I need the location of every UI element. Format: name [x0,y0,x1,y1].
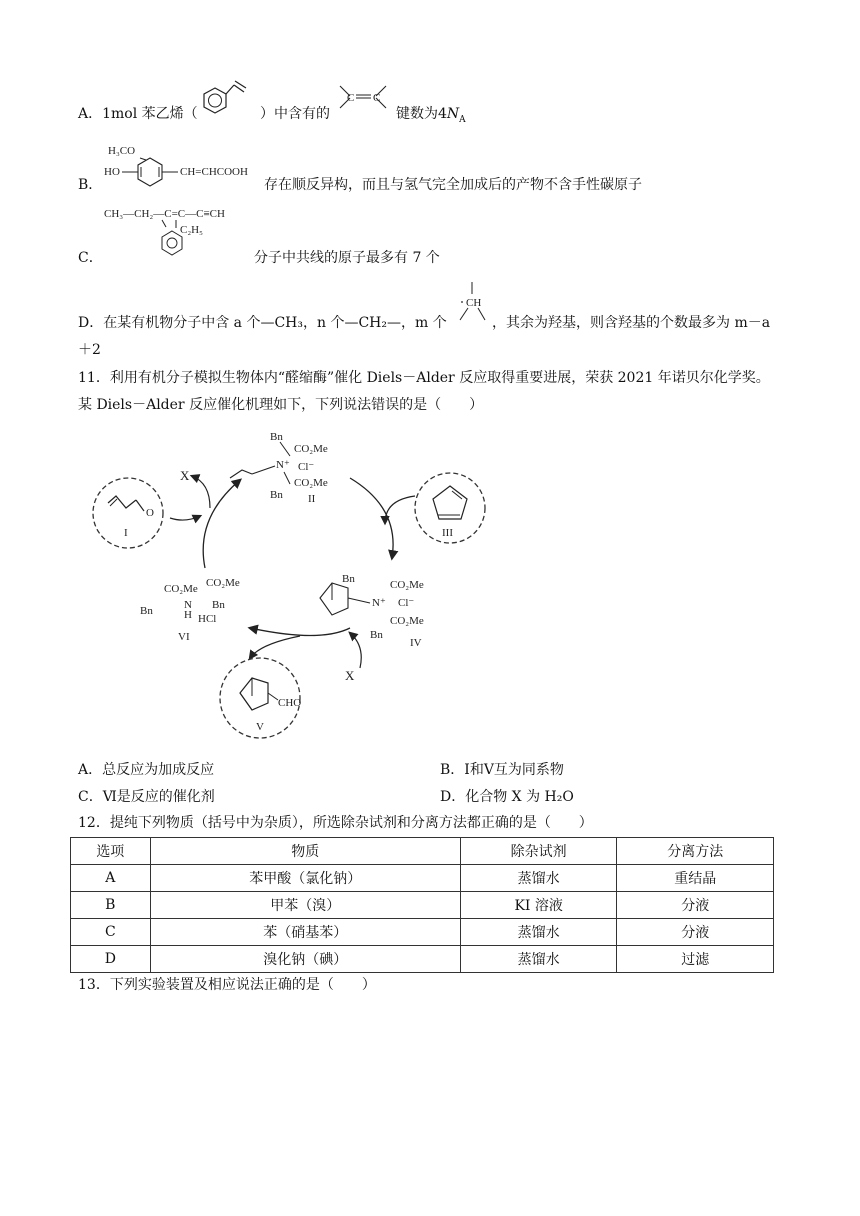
q10-option-a-post: 键数为$4N_A$ [396,106,466,125]
svg-text:H: H [184,609,192,621]
table-cell: B [71,892,151,919]
svg-text:Bn: Bn [370,629,383,641]
q10-option-d-line1: D．在某有机物分子中含 a 个—CH₃，n 个—CH₂—，m 个 [78,315,447,331]
table-cell: 蒸馏水 [460,865,617,892]
table-cell: 蒸馏水 [460,946,617,973]
q11-stem-line1: 11．利用有机分子模拟生物体内“醛缩酶”催化 Diels－Alder 反应取得重要进展，荣获 2021 年诺贝尔化学奖。 [78,370,770,386]
svg-text:V: V [256,721,264,733]
q10-option-a-mid: ）中含有的 [260,106,330,122]
svg-text:N: N [184,599,192,611]
table-cell: A [71,865,151,892]
svg-text:O: O [146,507,154,519]
q10-option-c-text: 分子中共线的原子最多有 7 个 [254,250,440,266]
q11-option-a: A．总反应为加成反应 [78,762,215,778]
svg-text:CO₂Me: CO₂Me [390,615,424,627]
table-row [71,865,774,892]
table-cell: 蒸馏水 [460,919,617,946]
enyne-structure [100,203,250,263]
q11-option-b: B．Ⅰ和Ⅴ互为同系物 [440,762,564,778]
header-method: 分离方法 [617,838,774,865]
svg-text:C₂H₅: C₂H₅ [180,224,203,236]
svg-text:X: X [345,668,355,683]
table-header-row [71,838,774,865]
q10-option-d-line2: ＋2 [78,342,101,358]
svg-text:CH₃—CH₂—C=C—C≡CH: CH₃—CH₂—C=C—C≡CH [104,208,225,220]
table-cell: D [71,946,151,973]
svg-text:N⁺: N⁺ [372,597,386,609]
ferulic-acid-structure [100,140,270,195]
q13-stem: 13．下列实验装置及相应说法正确的是（ ） [78,977,376,993]
svg-text:H₃CO: H₃CO [108,145,136,157]
table-cell: 重结晶 [617,865,774,892]
table-cell: 过滤 [617,946,774,973]
methine-structure [452,278,492,328]
svg-text:N⁺: N⁺ [276,459,290,471]
table-cell: 分液 [617,892,774,919]
table-row [71,946,774,973]
q12-table [70,837,774,973]
svg-text:IV: IV [410,637,422,649]
svg-text:VI: VI [178,631,190,643]
svg-text:HCl: HCl [198,613,217,625]
table-cell: 溴化钠（碘） [150,946,460,973]
svg-text:CH=CHCOOH: CH=CHCOOH [180,166,248,178]
table-cell: C [71,919,151,946]
svg-text:Cl⁻: Cl⁻ [398,597,415,609]
c-double-bond-structure [330,82,396,128]
svg-text:CH: CH [466,297,482,309]
table-cell: 甲苯（溴） [150,892,460,919]
svg-text:CHO: CHO [278,697,302,709]
styrene-structure [195,78,265,123]
q10-option-b-text: 存在顺反异构，而且与氢气完全加成后的产物不含手性碳原子 [264,177,642,193]
q12-stem: 12．提纯下列物质（括号中为杂质），所选除杂试剂和分离方法都正确的是（ ） [78,815,593,831]
svg-text:CO₂Me: CO₂Me [294,443,328,455]
svg-text:X: X [180,468,190,483]
header-substance: 物质 [150,838,460,865]
diels-alder-catalytic-cycle [80,418,520,748]
header-option: 选项 [71,838,151,865]
table-cell: 苯（硝基苯） [150,919,460,946]
svg-text:CO₂Me: CO₂Me [164,583,198,595]
q11-option-c: C．Ⅵ是反应的催化剂 [78,789,215,805]
svg-text:Bn: Bn [212,599,225,611]
q11-stem-line2: 某 Diels－Alder 反应催化机理如下，下列说法错误的是（ ） [78,397,484,413]
svg-text:Cl⁻: Cl⁻ [298,461,315,473]
svg-text:CO₂Me: CO₂Me [206,577,240,589]
table-row [71,919,774,946]
svg-text:I: I [124,527,128,539]
header-reagent: 除杂试剂 [460,838,617,865]
q10-option-d-line1b: ，其余为羟基，则含羟基的个数最多为 m－a [492,315,771,331]
svg-text:Bn: Bn [270,431,283,443]
table-cell: KI 溶液 [460,892,617,919]
q10-option-b-label: B． [78,177,103,193]
svg-text:Bn: Bn [270,489,283,501]
svg-text:II: II [308,493,316,505]
table-cell: 苯甲酸（氯化钠） [150,865,460,892]
svg-text:III: III [442,527,453,539]
table-cell: 分液 [617,919,774,946]
svg-text:Bn: Bn [140,605,153,617]
svg-text:CO₂Me: CO₂Me [294,477,328,489]
q10-option-c-label: C． [78,250,103,266]
svg-text:HO: HO [104,166,120,178]
svg-text:CO₂Me: CO₂Me [390,579,424,591]
table-row [71,892,774,919]
svg-text:Bn: Bn [342,573,355,585]
svg-text:C: C [373,92,381,104]
q11-option-d: D．化合物 X 为 H₂O [440,789,574,805]
svg-text:C: C [347,92,355,104]
q10-option-a: A．1mol 苯乙烯（ [78,106,198,122]
